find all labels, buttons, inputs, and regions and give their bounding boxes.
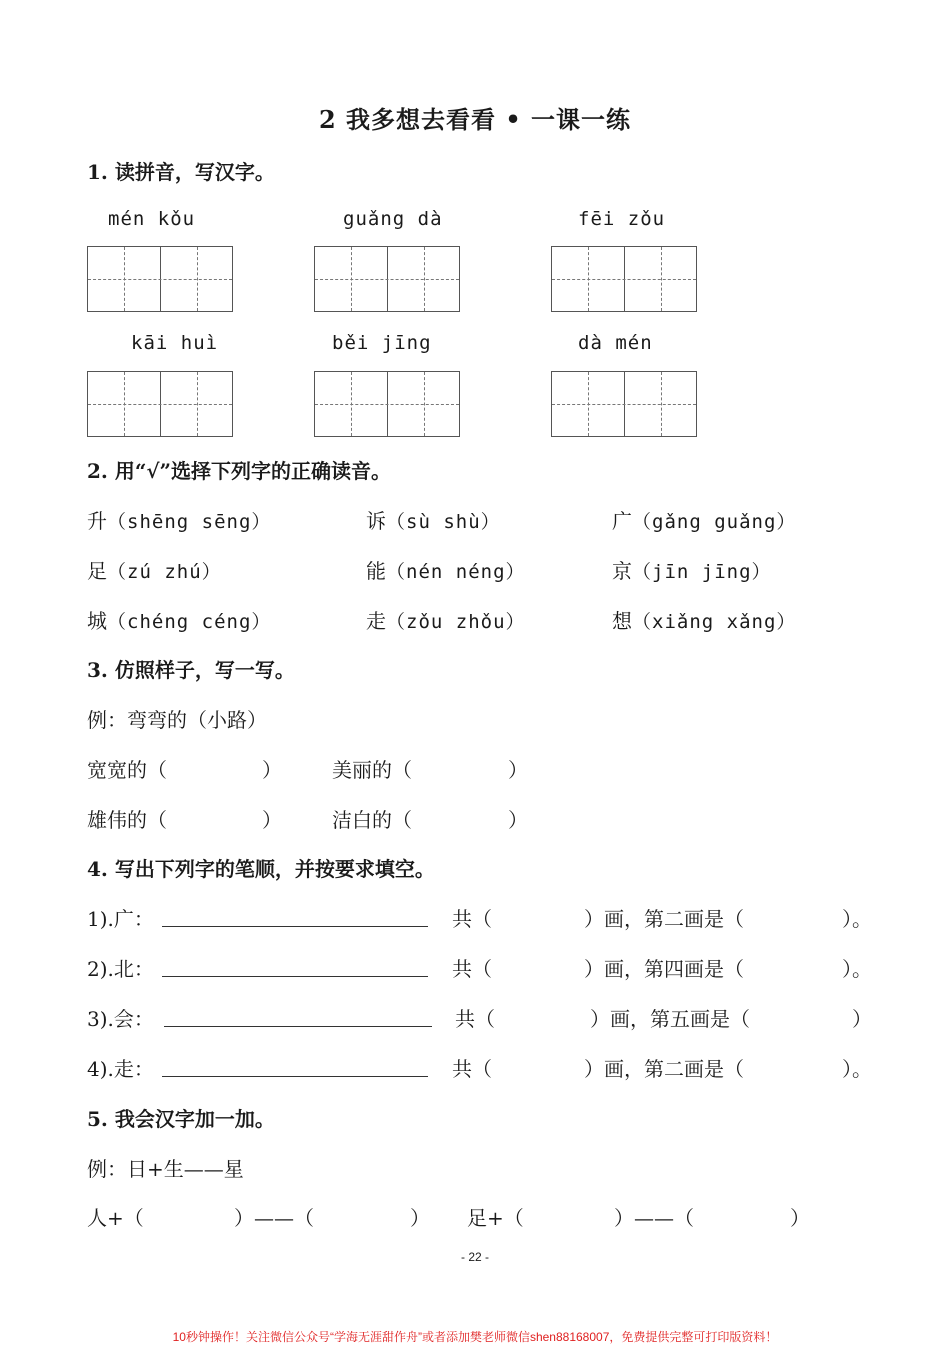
stroke-mid: ）画，第二画是（ <box>584 907 744 931</box>
pinyin-label: mén kǒu <box>108 208 196 230</box>
pinyin-label: dà mén <box>578 332 653 354</box>
stroke-count: 共（ <box>452 957 492 981</box>
reading-choice[interactable]: 广（gǎng guǎng） <box>612 509 797 533</box>
writing-grid[interactable] <box>551 246 697 312</box>
fill-item-text: 宽宽的（ <box>87 758 167 782</box>
stroke-label: 2).北： <box>87 957 154 981</box>
reading-choice[interactable]: 诉（sù shù） <box>366 509 501 533</box>
answer-line[interactable] <box>162 976 428 977</box>
add-part-a: 足+（ <box>467 1206 524 1230</box>
stroke-count: 共（ <box>452 1057 492 1081</box>
reading-choice[interactable]: 走（zǒu zhǒu） <box>366 609 526 633</box>
stroke-end: ）。 <box>842 907 872 931</box>
page-number: - 22 - <box>460 1250 489 1264</box>
answer-line[interactable] <box>162 1076 428 1077</box>
reading-choice[interactable]: 想（xiǎng xǎng） <box>612 609 797 633</box>
writing-grid[interactable] <box>314 371 460 437</box>
footer-notice: 10秒钟操作！关注微信公众号“学海无涯甜作舟”或者添加樊老师微信shen88168007，免费提供完整可打印版资料！ <box>172 1330 778 1344</box>
reading-choice[interactable]: 足（zú zhú） <box>87 559 222 583</box>
question-1-heading: 1. 读拼音，写汉字。 <box>87 160 275 184</box>
pinyin-label: kāi huì <box>131 332 219 354</box>
reading-choice[interactable]: 能（nén néng） <box>366 559 526 583</box>
reading-choice[interactable]: 升（shēng sēng） <box>87 509 272 533</box>
add-part-a: 人+（ <box>87 1206 144 1230</box>
stroke-label: 1).广： <box>87 907 154 931</box>
writing-grid[interactable] <box>87 246 233 312</box>
pinyin-label: guǎng dà <box>343 208 443 230</box>
stroke-label: 4).走： <box>87 1057 154 1081</box>
fill-item-close: ） <box>262 808 282 832</box>
answer-line[interactable] <box>164 1026 432 1027</box>
pinyin-label: fēi zǒu <box>578 208 666 230</box>
stroke-count: 共（ <box>455 1007 495 1031</box>
question-3-heading: 3. 仿照样子，写一写。 <box>87 658 295 682</box>
question-2-heading: 2. 用“√”选择下列字的正确读音。 <box>87 459 391 483</box>
reading-choice[interactable]: 京（jīn jīng） <box>612 559 772 583</box>
add-part-b: ）——（ <box>614 1206 694 1230</box>
fill-item-text: 洁白的（ <box>332 808 412 832</box>
question-5-heading: 5. 我会汉字加一加。 <box>87 1107 275 1131</box>
fill-item-text: 美丽的（ <box>332 758 412 782</box>
stroke-end: ）。 <box>842 1057 872 1081</box>
reading-choice[interactable]: 城（chéng céng） <box>87 609 272 633</box>
stroke-label: 3).会： <box>87 1007 154 1031</box>
stroke-end: ） <box>852 1007 872 1031</box>
writing-grid[interactable] <box>87 371 233 437</box>
add-part-c: ） <box>790 1206 810 1230</box>
add-part-c: ） <box>410 1206 430 1230</box>
add-part-b: ）——（ <box>234 1206 314 1230</box>
fill-item-close: ） <box>262 758 282 782</box>
writing-grid[interactable] <box>551 371 697 437</box>
fill-item-close: ） <box>508 808 528 832</box>
fill-item-text: 雄伟的（ <box>87 808 167 832</box>
writing-grid[interactable] <box>314 246 460 312</box>
stroke-end: ）。 <box>842 957 872 981</box>
stroke-mid: ）画，第四画是（ <box>584 957 744 981</box>
answer-line[interactable] <box>162 926 428 927</box>
fill-item-close: ） <box>508 758 528 782</box>
stroke-mid: ）画，第二画是（ <box>584 1057 744 1081</box>
stroke-count: 共（ <box>452 907 492 931</box>
stroke-mid: ）画，第五画是（ <box>590 1007 750 1031</box>
pinyin-label: běi jīng <box>332 332 432 354</box>
example-text: 例：日+生——星 <box>87 1157 244 1181</box>
example-text: 例：弯弯的（小路） <box>87 708 267 732</box>
question-4-heading: 4. 写出下列字的笔顺，并按要求填空。 <box>87 857 435 881</box>
page-title: 2 我多想去看看 • 一课一练 <box>318 105 632 134</box>
